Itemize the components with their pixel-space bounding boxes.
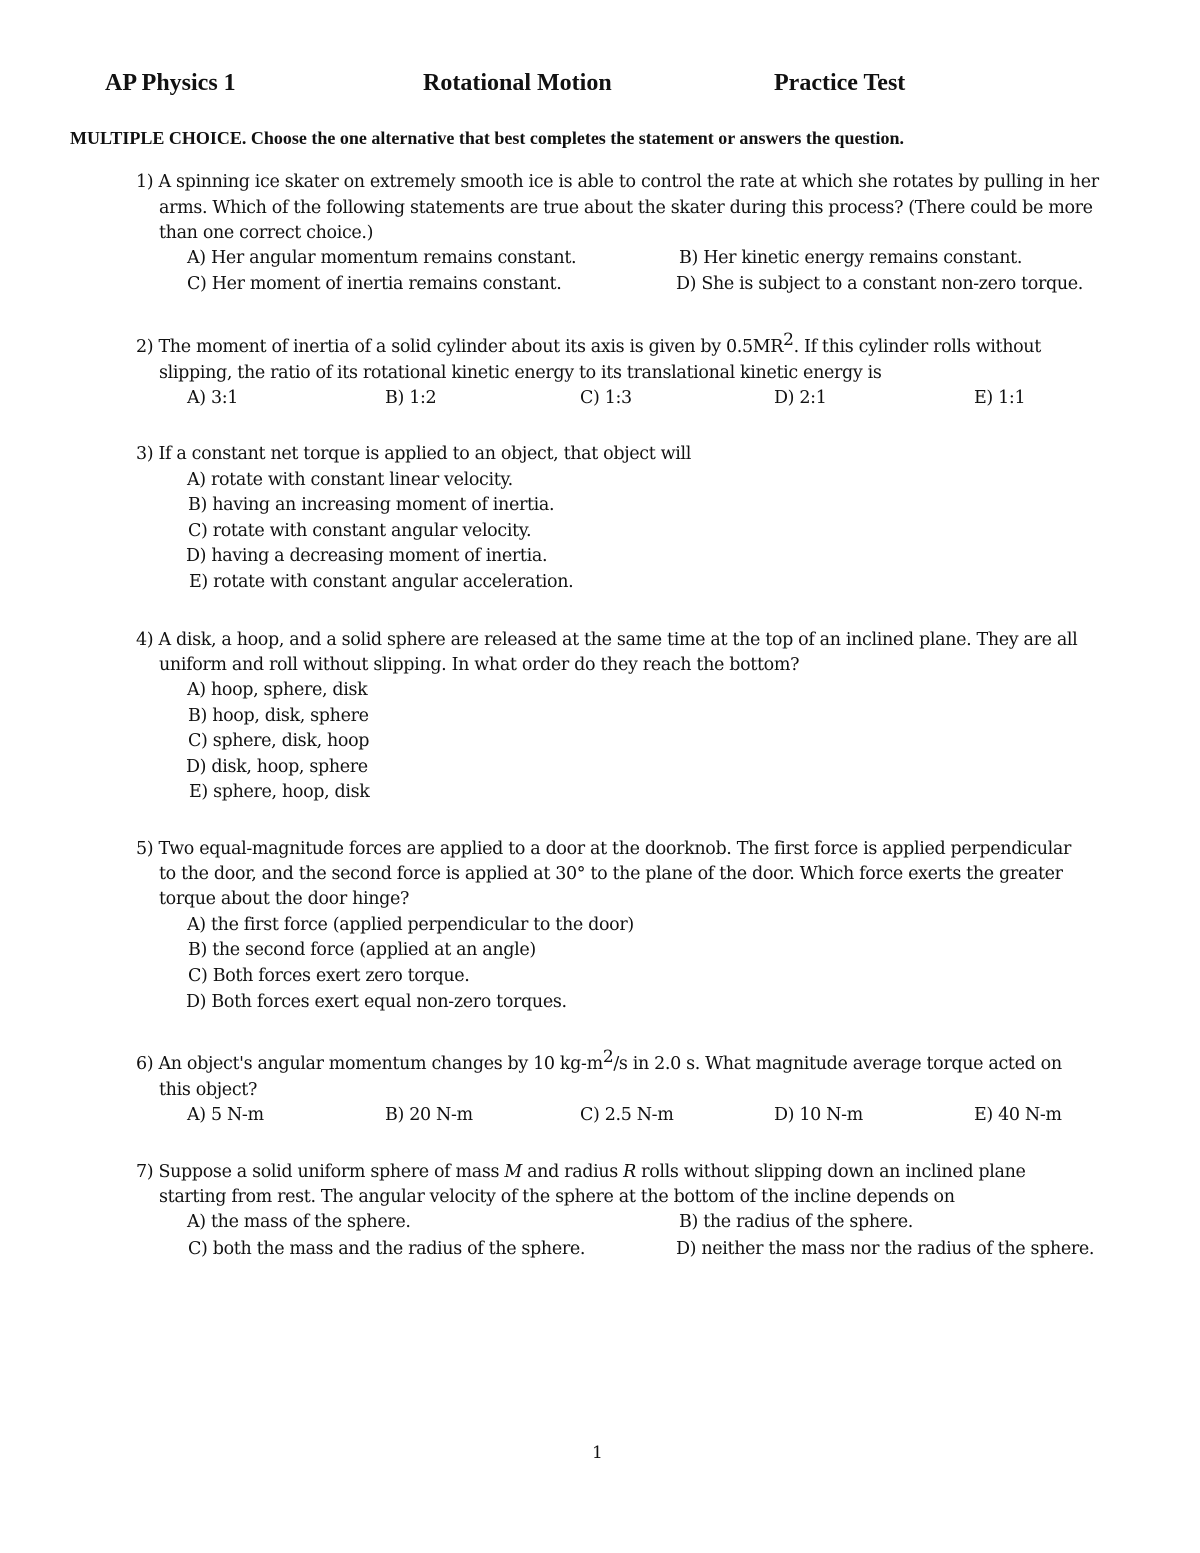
question-text: . If this cylinder rolls without bbox=[793, 337, 1041, 357]
question-number: 4) bbox=[136, 630, 154, 650]
option-a: A) 5 N-m bbox=[187, 1105, 264, 1125]
option-e: E) rotate with constant angular acceleration. bbox=[189, 572, 574, 592]
mass-symbol: M bbox=[504, 1162, 522, 1182]
option-b: B) Her kinetic energy remains constant. bbox=[679, 248, 1023, 268]
question-5 bbox=[136, 837, 1071, 863]
question-text: Two equal-magnitude forces are applied to a door at the doorknob. The first force is applied perpendicular bbox=[158, 839, 1072, 859]
option-d: D) Both forces exert equal non-zero torques. bbox=[186, 992, 567, 1012]
option-b: B) 20 N-m bbox=[385, 1105, 473, 1125]
question-text: starting from rest. The angular velocity of the sphere at the bottom of the incline depends on bbox=[159, 1187, 955, 1207]
question-text: If a constant net torque is applied to an object, that object will bbox=[158, 444, 691, 464]
radius-symbol: R bbox=[623, 1162, 636, 1182]
option-e: E) 40 N-m bbox=[974, 1105, 1062, 1125]
option-b: B) the second force (applied at an angle) bbox=[188, 940, 536, 960]
question-text: rolls without slipping down an inclined plane bbox=[635, 1162, 1026, 1182]
question-text: arms. Which of the following statements are true about the skater during this process? (There could be more bbox=[159, 198, 1093, 218]
question-number: 7) bbox=[136, 1162, 154, 1182]
question-text: The moment of inertia of a solid cylinder about its axis is given by 0.5MR bbox=[158, 337, 784, 357]
option-c: C) sphere, disk, hoop bbox=[188, 731, 370, 751]
question-text: Suppose a solid uniform sphere of mass bbox=[158, 1162, 505, 1182]
option-c: C) both the mass and the radius of the sphere. bbox=[188, 1239, 586, 1259]
option-a: A) Her angular momentum remains constant. bbox=[187, 248, 577, 268]
question-number: 5) bbox=[136, 839, 154, 859]
question-text: uniform and roll without slipping. In what order do they reach the bottom? bbox=[159, 655, 800, 675]
option-b: B) the radius of the sphere. bbox=[679, 1212, 913, 1232]
test-title: Practice Test bbox=[774, 70, 906, 96]
question-2 bbox=[136, 330, 1041, 361]
option-d: D) She is subject to a constant non-zero torque. bbox=[676, 274, 1083, 294]
question-4 bbox=[136, 628, 1077, 654]
option-d: D) disk, hoop, sphere bbox=[186, 757, 368, 777]
question-number: 6) bbox=[136, 1054, 154, 1074]
question-text: to the door, and the second force is applied at 30° to the plane of the door. Which force exerts the greater bbox=[159, 864, 1063, 884]
option-e: E) sphere, hoop, disk bbox=[189, 782, 370, 802]
course-title: AP Physics 1 bbox=[105, 70, 236, 96]
unit-title: Rotational Motion bbox=[423, 70, 612, 96]
option-b: B) 1:2 bbox=[385, 388, 437, 408]
option-b: B) having an increasing moment of inertia. bbox=[188, 495, 555, 515]
option-c: C) 1:3 bbox=[580, 388, 632, 408]
option-d: D) 10 N-m bbox=[774, 1105, 863, 1125]
option-c: C) Both forces exert zero torque. bbox=[188, 966, 470, 986]
option-a: A) rotate with constant linear velocity. bbox=[187, 470, 513, 490]
question-6 bbox=[136, 1047, 1062, 1078]
question-number: 2) bbox=[136, 337, 154, 357]
question-text: /s in 2.0 s. What magnitude average torque acted on bbox=[613, 1054, 1062, 1074]
option-a: A) the mass of the sphere. bbox=[187, 1212, 411, 1232]
question-text: slipping, the ratio of its rotational kinetic energy to its translational kinetic energy is bbox=[159, 363, 882, 383]
question-3 bbox=[136, 442, 691, 468]
question-number: 1) bbox=[136, 172, 154, 192]
question-number: 3) bbox=[136, 444, 154, 464]
question-text: An object's angular momentum changes by 10 kg-m bbox=[158, 1054, 603, 1074]
superscript: 2 bbox=[783, 330, 794, 350]
option-c: C) rotate with constant angular velocity. bbox=[188, 521, 532, 541]
question-text: this object? bbox=[159, 1080, 257, 1100]
option-b: B) hoop, disk, sphere bbox=[188, 706, 369, 726]
question-text: than one correct choice.) bbox=[159, 223, 374, 243]
option-d: D) neither the mass nor the radius of the sphere. bbox=[676, 1239, 1095, 1259]
instructions: MULTIPLE CHOICE. Choose the one alternative that best completes the statement or answers the question. bbox=[70, 128, 904, 148]
option-c: C) 2.5 N-m bbox=[580, 1105, 674, 1125]
option-a: A) the first force (applied perpendicular to the door) bbox=[187, 915, 634, 935]
question-1 bbox=[136, 170, 1099, 196]
option-e: E) 1:1 bbox=[974, 388, 1026, 408]
option-a: A) 3:1 bbox=[187, 388, 239, 408]
question-text: and radius bbox=[521, 1162, 624, 1182]
option-a: A) hoop, sphere, disk bbox=[187, 680, 368, 700]
question-text: A disk, a hoop, and a solid sphere are released at the same time at the top of an inclined plane. They are all bbox=[158, 630, 1078, 650]
option-d: D) 2:1 bbox=[774, 388, 827, 408]
question-7 bbox=[136, 1160, 1026, 1186]
option-d: D) having a decreasing moment of inertia. bbox=[186, 546, 548, 566]
question-text: A spinning ice skater on extremely smooth ice is able to control the rate at which she rotates by pulling in her bbox=[158, 172, 1099, 192]
superscript: 2 bbox=[602, 1047, 614, 1067]
option-c: C) Her moment of inertia remains constant. bbox=[187, 274, 562, 294]
question-text: torque about the door hinge? bbox=[159, 889, 410, 909]
page-number: 1 bbox=[592, 1443, 603, 1463]
